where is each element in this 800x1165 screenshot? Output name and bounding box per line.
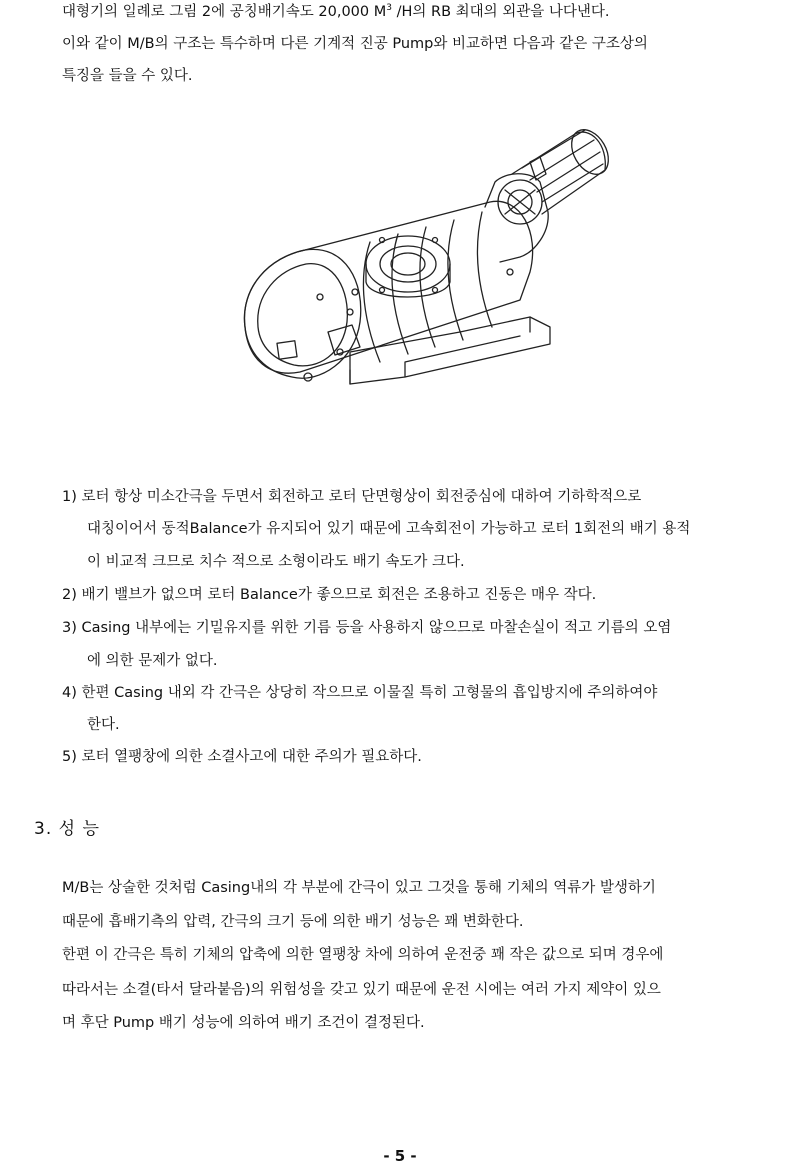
- mechanical-booster-pump-figure: [230, 122, 620, 412]
- intro-line-1-text: 대형기의 일례로 그림 2에 공칭배기속도 20,000 M: [62, 4, 387, 20]
- performance-p2-line-2: 따라서는 소결(타서 달라붙음)의 위험성을 갖고 있기 때문에 운전 시에는 여러 가지 제약이 있으: [62, 982, 661, 998]
- feature-item-3-line-1: 3) Casing 내부에는 기밀유지를 위한 기름 등을 사용하지 않으므로 마찰손실이 적고 기름의 오염: [62, 620, 672, 636]
- intro-line-3: 특징을 들을 수 있다.: [62, 68, 193, 84]
- feature-item-3-line-2: 에 의한 문제가 없다.: [87, 653, 218, 669]
- performance-p2-line-3: 며 후단 Pump 배기 성능에 의하여 배기 조건이 결정된다.: [62, 1015, 425, 1031]
- intro-line-2: 이와 같이 M/B의 구조는 특수하며 다른 기계적 진공 Pump와 비교하면 다음과 같은 구조상의: [62, 36, 648, 52]
- feature-item-4-line-2: 한다.: [87, 717, 120, 733]
- performance-p1-line-2: 때문에 흡배기측의 압력, 간극의 크기 등에 의한 배기 성능은 꽤 변화한다.: [62, 914, 524, 930]
- section-heading: 3. 성 능: [34, 819, 100, 839]
- feature-item-1-line-3: 이 비교적 크므로 치수 적으로 소형이라도 배기 속도가 크다.: [87, 554, 465, 570]
- feature-item-1-line-1: 1) 로터 항상 미소간극을 두면서 회전하고 로터 단면형상이 회전중심에 대하여 기하학적으로: [62, 489, 642, 505]
- superscript-cubed: 3: [386, 3, 392, 14]
- feature-item-4-line-1: 4) 한편 Casing 내외 각 간극은 상당히 작으므로 이물질 특히 고형물의 흡입방지에 주의하여야: [62, 685, 658, 701]
- feature-item-1-line-2: 대칭이어서 동적Balance가 유지되어 있기 때문에 고속회전이 가능하고 로터 1회전의 배기 용적: [87, 521, 691, 537]
- performance-p2-line-1: 한편 이 간극은 특히 기체의 압축에 의한 열팽창 차에 의하여 운전중 꽤 작은 값으로 되며 경우에: [62, 947, 664, 963]
- feature-item-2-line-1: 2) 배기 밸브가 없으며 로터 Balance가 좋으므로 회전은 조용하고 진동은 매우 작다.: [62, 587, 597, 603]
- feature-item-5-line-1: 5) 로터 열팽창에 의한 소결사고에 대한 주의가 필요하다.: [62, 749, 422, 765]
- page-number: - 5 -: [383, 1147, 417, 1165]
- intro-line-1-tail: /H의 RB 최대의 외관을 나다낸다.: [391, 4, 610, 20]
- intro-line-1: [62, 2, 610, 22]
- performance-p1-line-1: M/B는 상술한 것처럼 Casing내의 각 부분에 간극이 있고 그것을 통해 기체의 역류가 발생하기: [62, 880, 656, 896]
